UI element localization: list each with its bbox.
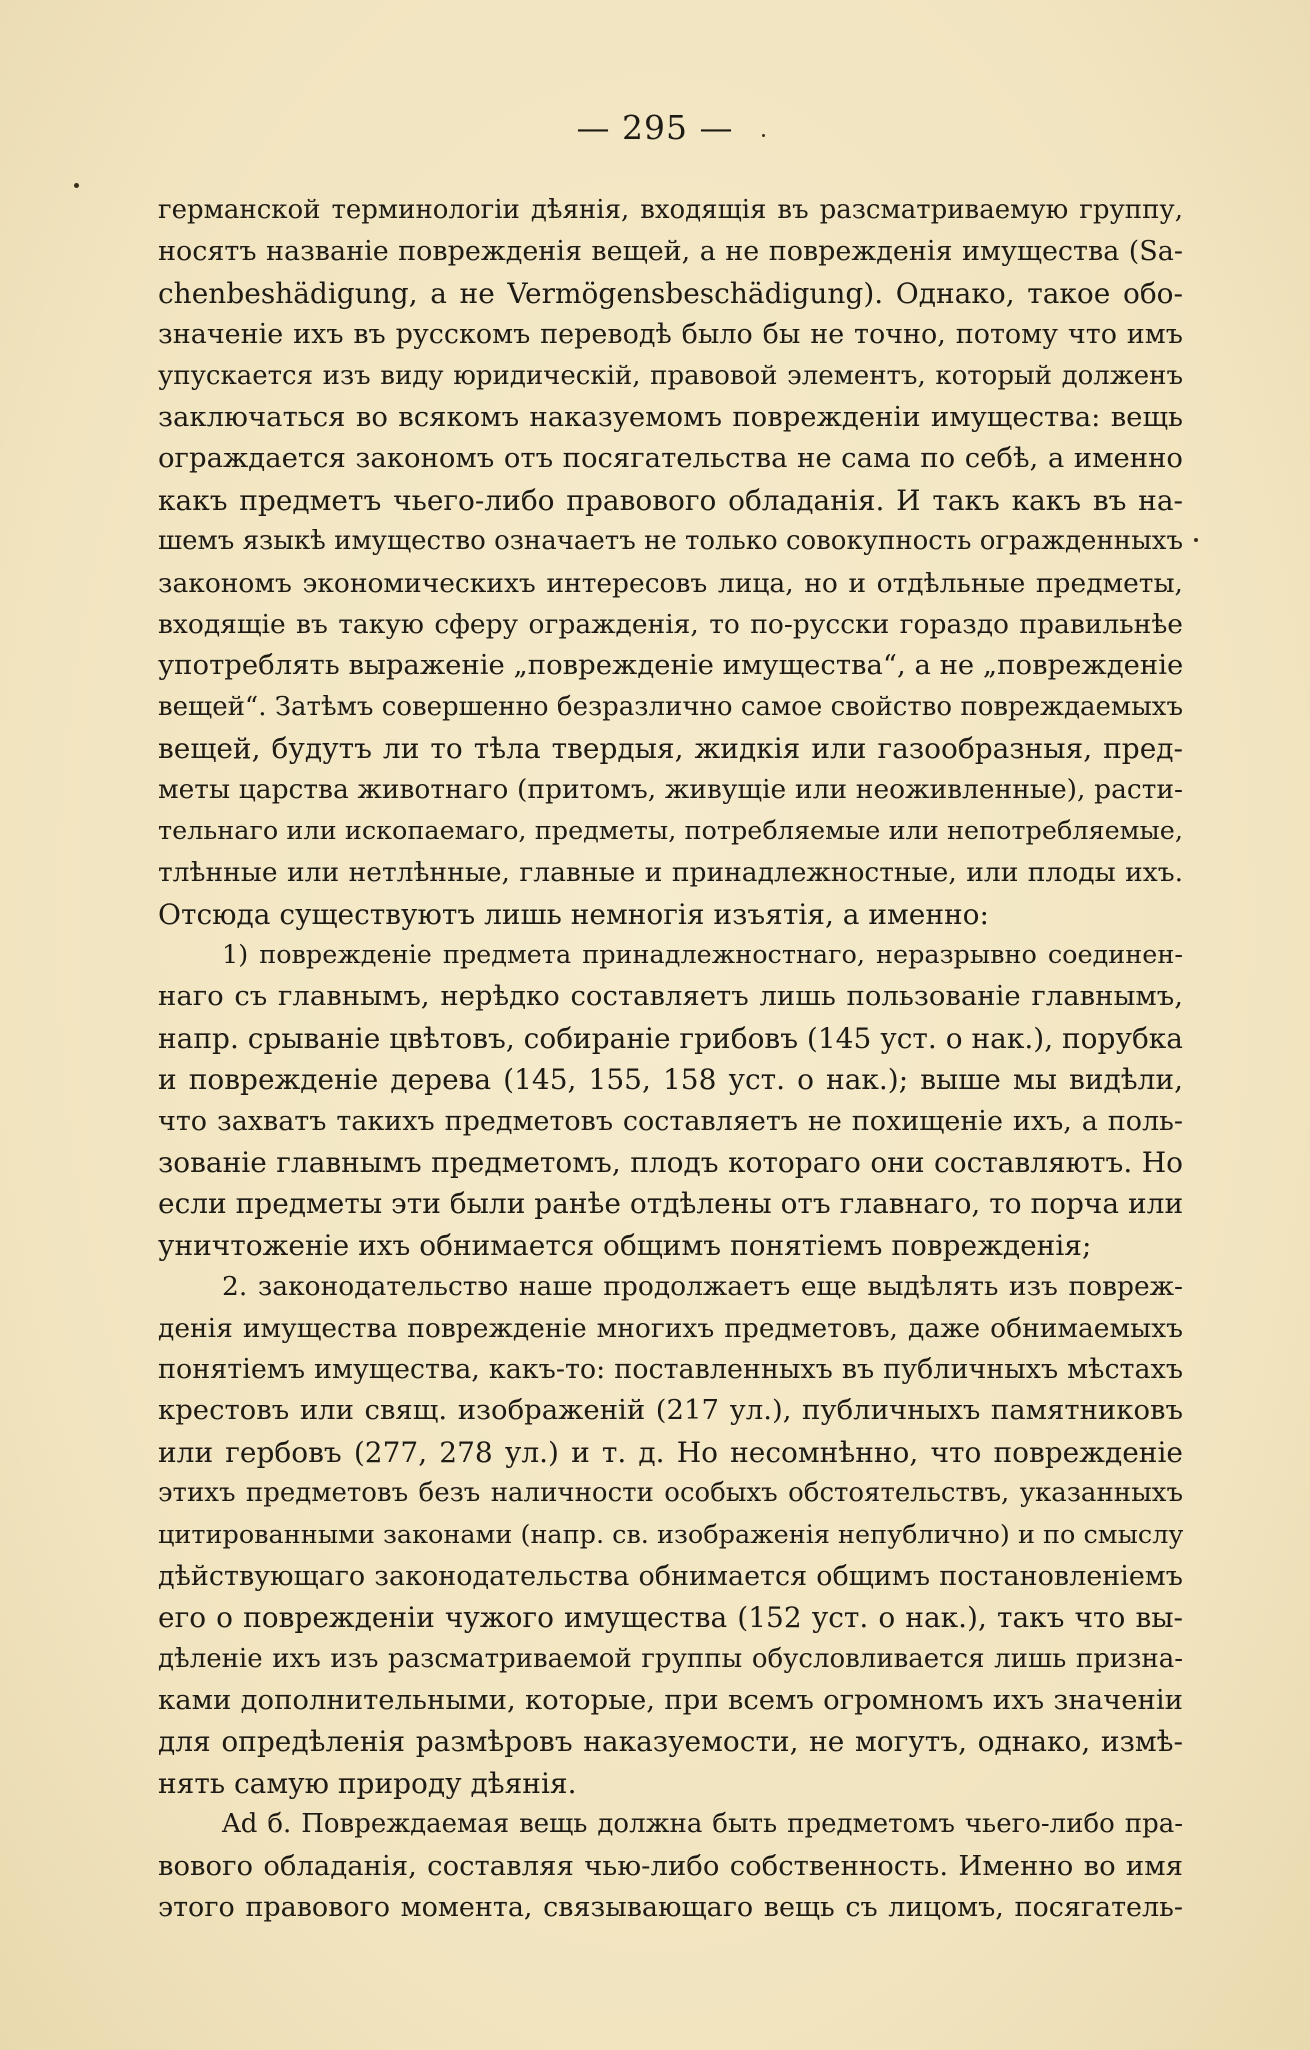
text-line: шемъ языкѣ имущество означаетъ не только совокупность огражденныхъ xyxy=(158,526,1183,557)
text-line: или гербовъ (277, 278 ул.) и т. д. Но несомнѣнно, что поврежденіе xyxy=(158,1435,1183,1469)
text-line: этого правового момента, связывающаго вещь съ лицомъ, посягатель- xyxy=(158,1892,1183,1924)
text-line: закономъ экономическихъ интересовъ лица, но и отдѣльные предметы, xyxy=(158,567,1183,599)
text-line: вещей“. Затѣмъ совершенно безразлично самое свойство повреждаемыхъ xyxy=(158,691,1183,722)
text-line: вещей, будутъ ли то тѣла твердыя, жидкія или газообразныя, пред- xyxy=(158,732,1183,766)
body-text xyxy=(158,190,1183,1928)
text-line: упускается изъ виду юридическій, правовой элементъ, который долженъ xyxy=(158,360,1183,391)
text-line: Ad б. Повреждаемая вещь должна быть предметомъ чьего-либо пра- xyxy=(222,1809,1183,1840)
text-line: его о поврежденіи чужого имущества (152 уст. о нак.), такъ что вы- xyxy=(158,1601,1183,1635)
text-line: зованіе главнымъ предметомъ, плодъ котораго они составляютъ. Но xyxy=(158,1145,1183,1179)
ink-speck xyxy=(74,183,79,188)
text-line: носятъ названіе поврежденія вещей, а не поврежденія имущества (Sa- xyxy=(158,236,1183,268)
text-line: chenbeshädigung, а не Vermögensbeschädigung). Однако, такое обо- xyxy=(158,276,1183,310)
text-line: наго съ главнымъ, нерѣдко составляетъ лишь пользованіе главнымъ, xyxy=(158,980,1183,1013)
text-line: напр. срываніе цвѣтовъ, собираніе грибовъ (145 уст. о нак.), порубка xyxy=(158,1021,1183,1055)
text-line: вового обладанія, составляя чью-либо собственность. Именно во имя xyxy=(158,1849,1183,1882)
text-line: дѣленіе ихъ изъ разсматриваемой группы обусловливается лишь призна- xyxy=(158,1643,1183,1674)
text-line: дѣйствующаго законодательства обнимается общимъ постановленіемъ xyxy=(158,1560,1183,1592)
text-line: тлѣнные или нетлѣнные, главные и принадлежностные, или плоды ихъ. xyxy=(158,857,1183,889)
text-line: ограждается закономъ отъ посягательства не сама по себѣ, а именно xyxy=(158,442,1183,475)
text-line: денія имущества поврежденіе многихъ предметовъ, даже обнимаемыхъ xyxy=(158,1312,1183,1344)
text-line: если предметы эти были ранѣе отдѣлены отъ главнаго, то порча или xyxy=(158,1187,1184,1221)
text-line: 2. законодательство наше продолжаетъ еще выдѣлять изъ повреж- xyxy=(222,1271,1183,1303)
page-number: — 295 — xyxy=(576,108,734,147)
text-line: заключаться во всякомъ наказуемомъ поврежденіи имущества: вещь xyxy=(158,400,1183,433)
text-line: что захватъ такихъ предметовъ составляетъ не похищеніе ихъ, а поль- xyxy=(158,1105,1183,1137)
text-line: входящіе въ такую сферу огражденія, то по-русски гораздо правильнѣе xyxy=(158,608,1183,640)
text-line: ками дополнительными, которые, при всемъ огромномъ ихъ значеніи xyxy=(158,1684,1183,1717)
text-line: и поврежденіе дерева (145, 155, 158 уст. о нак.); выше мы видѣли, xyxy=(158,1063,1183,1097)
text-line: употреблять выраженіе „поврежденіе имущества“, а не „поврежденіе xyxy=(158,649,1184,682)
text-line: этихъ предметовъ безъ наличности особыхъ обстоятельствъ, указанныхъ xyxy=(158,1478,1183,1509)
text-line: цитированными законами (напр. св. изображенія непублично) и по смыслу xyxy=(158,1519,1184,1550)
text-line: понятіемъ имущества, какъ-то: поставленныхъ въ публичныхъ мѣстахъ xyxy=(158,1353,1183,1385)
text-line: нять самую природу дѣянія. xyxy=(158,1766,577,1800)
text-line: значеніе ихъ въ русскомъ переводѣ было бы не точно, потому что имъ xyxy=(158,319,1183,351)
ink-speck xyxy=(762,134,765,137)
text-line: для опредѣленія размѣровъ наказуемости, не могутъ, однако, измѣ- xyxy=(158,1725,1183,1759)
text-line: германской терминологіи дѣянія, входящія въ разсматриваемую группу, xyxy=(158,195,1183,225)
ink-speck xyxy=(1194,538,1198,542)
text-line: уничтоженіе ихъ обнимается общимъ понятіемъ поврежденія; xyxy=(158,1228,1092,1262)
text-line: тельнаго или ископаемаго, предметы, потребляемые или непотребляемые, xyxy=(158,815,1183,846)
text-line: 1) поврежденіе предмета принадлежностнаго, неразрывно соединен- xyxy=(222,940,1183,971)
text-line: Отсюда существуютъ лишь немногія изъятія, а именно: xyxy=(158,897,989,931)
text-line: меты царства животнаго (притомъ, живущіе или неоживленные), расти- xyxy=(158,774,1183,806)
text-line: какъ предметъ чьего-либо правового обладанія. И такъ какъ въ на- xyxy=(158,483,1183,517)
text-line: крестовъ или свящ. изображеній (217 ул.), публичныхъ памятниковъ xyxy=(158,1394,1183,1427)
